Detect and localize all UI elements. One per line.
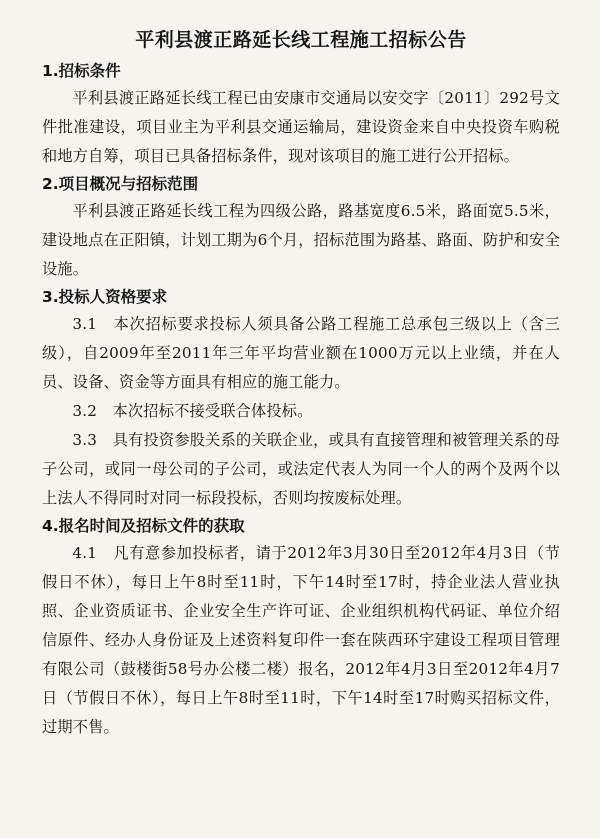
section-3-paragraph-1: 3.1 本次招标要求投标人须具备公路工程施工总承包三级以上（含三级），自2009年至2011年三年平均营业额在1000万元以上业绩，并在人员、设备、资金等方面具有相应的施工能力。	[42, 315, 560, 391]
section-1	[42, 58, 560, 171]
section-3	[42, 284, 560, 513]
section-4	[42, 513, 560, 742]
notice-title: 平利县渡正路延长线工程施工招标公告	[135, 29, 467, 51]
section-heading-3: 3.投标人资格要求	[42, 288, 168, 306]
section-2	[42, 171, 560, 284]
section-2-paragraph-1: 平利县渡正路延长线工程为四级公路，路基宽度6.5米，路面宽5.5米，建设地点在正阳镇，计划工期为6个月，招标范围为路基、路面、防护和安全设施。	[42, 202, 560, 278]
section-heading-2: 2.项目概况与招标范围	[42, 175, 199, 193]
section-heading-4: 4.报名时间及招标文件的获取	[42, 517, 245, 535]
section-3-paragraph-3: 3.3 具有投资参股关系的关联企业，或具有直接管理和被管理关系的母子公司，或同一母公司的子公司，或法定代表人为同一个人的两个及两个以上法人不得同时对同一标段投标，否则均按废标处理。	[42, 431, 560, 507]
section-4-paragraph-1: 4.1 凡有意参加投标者，请于2012年3月30日至2012年4月3日（节假日不休），每日上午8时至11时，下午14时至17时，持企业法人营业执照、企业资质证书、企业安全生产许可证、企业组织机构代码证、单位介绍信原件、经办人身份证及上述资料复印件一套在陕西环宇建设工程项目管理有限公司（鼓楼街58号办公楼二楼）报名，2012年4月3日至2012年4月7日（节假日不休），每日上午8时至11时，下午14时至17时购买招标文件，过期不售。	[42, 544, 560, 736]
section-1-paragraph-1: 平利县渡正路延长线工程已由安康市交通局以安交字〔2011〕292号文件批准建设，项目业主为平利县交通运输局，建设资金来自中央投资车购税和地方自筹，项目已具备招标条件，现对该项目的施工进行公开招标。	[42, 89, 560, 165]
section-3-paragraph-2: 3.2 本次招标不接受联合体投标。	[72, 402, 313, 420]
section-heading-1: 1.招标条件	[42, 62, 121, 80]
